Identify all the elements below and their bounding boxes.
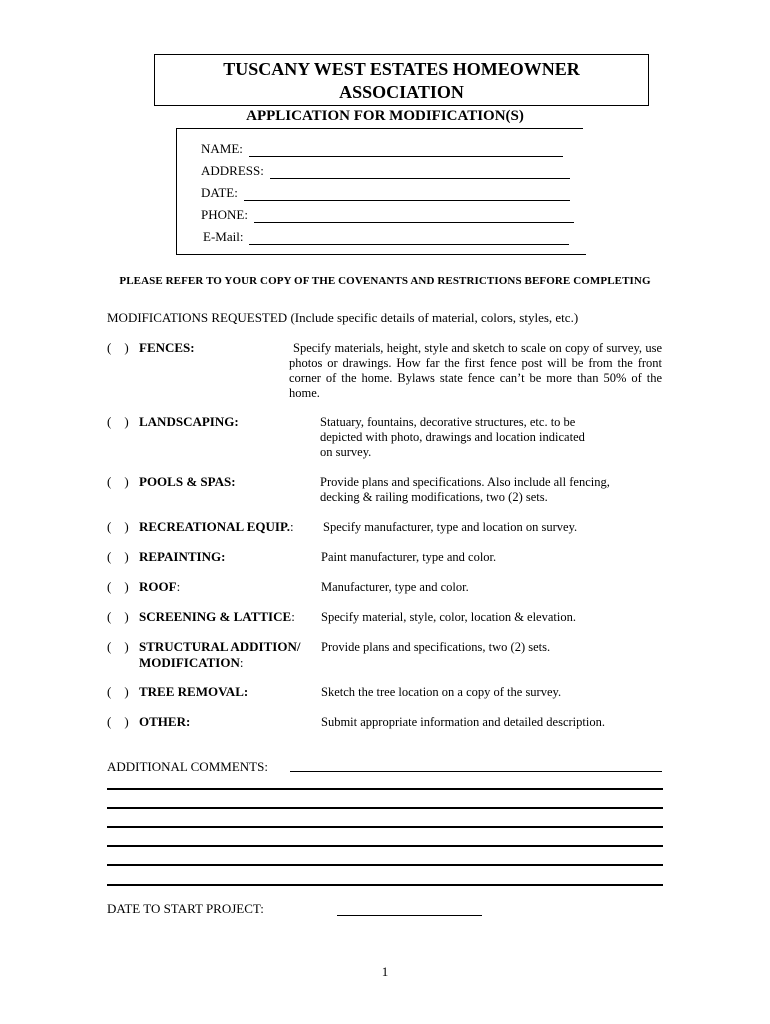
item-fences xyxy=(107,340,195,356)
tree-removal-checkbox[interactable]: ( ) xyxy=(107,684,129,699)
email-row xyxy=(203,229,569,245)
comment-line-6[interactable] xyxy=(107,864,663,866)
landscaping-checkbox[interactable]: ( ) xyxy=(107,414,129,429)
page-number: 1 xyxy=(381,964,389,979)
recreational-equip-label: RECREATIONAL EQUIP.: xyxy=(139,519,294,534)
comment-line-2[interactable] xyxy=(107,788,663,790)
pools-spas-label: POOLS & SPAS: xyxy=(139,474,236,489)
item-tree-removal xyxy=(107,684,248,700)
roof-label: ROOF: xyxy=(139,579,181,594)
address-label: ADDRESS: xyxy=(201,163,264,178)
start-date-label: DATE TO START PROJECT: xyxy=(107,901,264,916)
item-other xyxy=(107,714,190,730)
comment-line-5[interactable] xyxy=(107,845,663,847)
item-pools-spas xyxy=(107,474,236,490)
recreational-equip-description: Specify manufacturer, type and location on survey. xyxy=(323,520,578,534)
name-label: NAME: xyxy=(201,141,243,156)
address-field[interactable] xyxy=(270,166,570,179)
item-repainting xyxy=(107,549,225,565)
applicant-info-box xyxy=(176,128,583,255)
comment-line-7[interactable] xyxy=(107,884,663,886)
modifications-heading: MODIFICATIONS REQUESTED (Include specific details of material, colors, styles, etc.) xyxy=(107,310,579,325)
comment-line-4[interactable] xyxy=(107,826,663,828)
repainting-description: Paint manufacturer, type and color. xyxy=(321,550,497,564)
phone-row xyxy=(201,207,574,223)
screening-lattice-label: SCREENING & LATTICE: xyxy=(139,609,295,624)
item-roof xyxy=(107,579,180,595)
fences-checkbox[interactable]: ( ) xyxy=(107,340,129,355)
screening-lattice-checkbox[interactable]: ( ) xyxy=(107,609,129,624)
date-label: DATE: xyxy=(201,185,238,200)
recreational-equip-checkbox[interactable]: ( ) xyxy=(107,519,129,534)
roof-description: Manufacturer, type and color. xyxy=(321,580,469,594)
item-landscaping xyxy=(107,414,239,430)
item-recreational-equip xyxy=(107,519,294,535)
info-box-bottom-rule xyxy=(176,254,586,255)
covenants-notice: PLEASE REFER TO YOUR COPY OF THE COVENANTS AND RESTRICTIONS BEFORE COMPLETING xyxy=(119,275,651,287)
item-structural-addition xyxy=(107,639,300,671)
other-checkbox[interactable]: ( ) xyxy=(107,714,129,729)
address-row xyxy=(201,163,570,179)
tree-removal-label: TREE REMOVAL: xyxy=(139,684,249,699)
association-title-line2: ASSOCIATION xyxy=(339,82,464,102)
screening-lattice-description: Specify material, style, color, location & elevation. xyxy=(321,610,576,624)
association-title-line1: TUSCANY WEST ESTATES HOMEOWNER xyxy=(223,59,580,79)
name-row xyxy=(201,141,563,157)
other-label: OTHER: xyxy=(139,714,191,729)
pools-spas-description: Provide plans and specifications. Also include all fencing, decking & railing modifications, two (2) sets. xyxy=(320,475,610,504)
repainting-label: REPAINTING: xyxy=(139,549,226,564)
other-description: Submit appropriate information and detailed description. xyxy=(321,715,605,729)
phone-field[interactable] xyxy=(254,210,574,223)
fences-description: Specify materials, height, style and sketch to scale on copy of survey, use photos or drawings. How far the first fence post will be from the front corner of the home. Bylaws state fence can’t be more than 50% of the home. xyxy=(289,341,662,400)
title-box xyxy=(154,54,649,106)
start-date-field[interactable] xyxy=(337,915,482,916)
pools-spas-checkbox[interactable]: ( ) xyxy=(107,474,129,489)
item-screening-lattice xyxy=(107,609,295,625)
tree-removal-description: Sketch the tree location on a copy of the survey. xyxy=(321,685,562,699)
comment-line-1[interactable] xyxy=(290,771,662,772)
landscaping-label: LANDSCAPING: xyxy=(139,414,239,429)
roof-checkbox[interactable]: ( ) xyxy=(107,579,129,594)
date-field[interactable] xyxy=(244,188,570,201)
fences-label: FENCES: xyxy=(139,340,195,355)
structural-addition-description: Provide plans and specifications, two (2) sets. xyxy=(321,640,551,654)
phone-label: PHONE: xyxy=(201,207,248,222)
email-field[interactable] xyxy=(249,232,569,245)
comment-line-3[interactable] xyxy=(107,807,663,809)
additional-comments-label: ADDITIONAL COMMENTS: xyxy=(107,759,268,774)
structural-addition-label: STRUCTURAL ADDITION/ MODIFICATION: xyxy=(139,639,301,670)
name-field[interactable] xyxy=(249,144,563,157)
date-row xyxy=(201,185,570,201)
structural-addition-checkbox[interactable]: ( ) xyxy=(107,639,129,654)
email-label: E-Mail: xyxy=(203,229,244,244)
repainting-checkbox[interactable]: ( ) xyxy=(107,549,129,564)
landscaping-description: Statuary, fountains, decorative structures, etc. to be depicted with photo, drawings and location indicated on survey. xyxy=(320,415,585,459)
form-subtitle: APPLICATION FOR MODIFICATION(S) xyxy=(246,108,524,124)
